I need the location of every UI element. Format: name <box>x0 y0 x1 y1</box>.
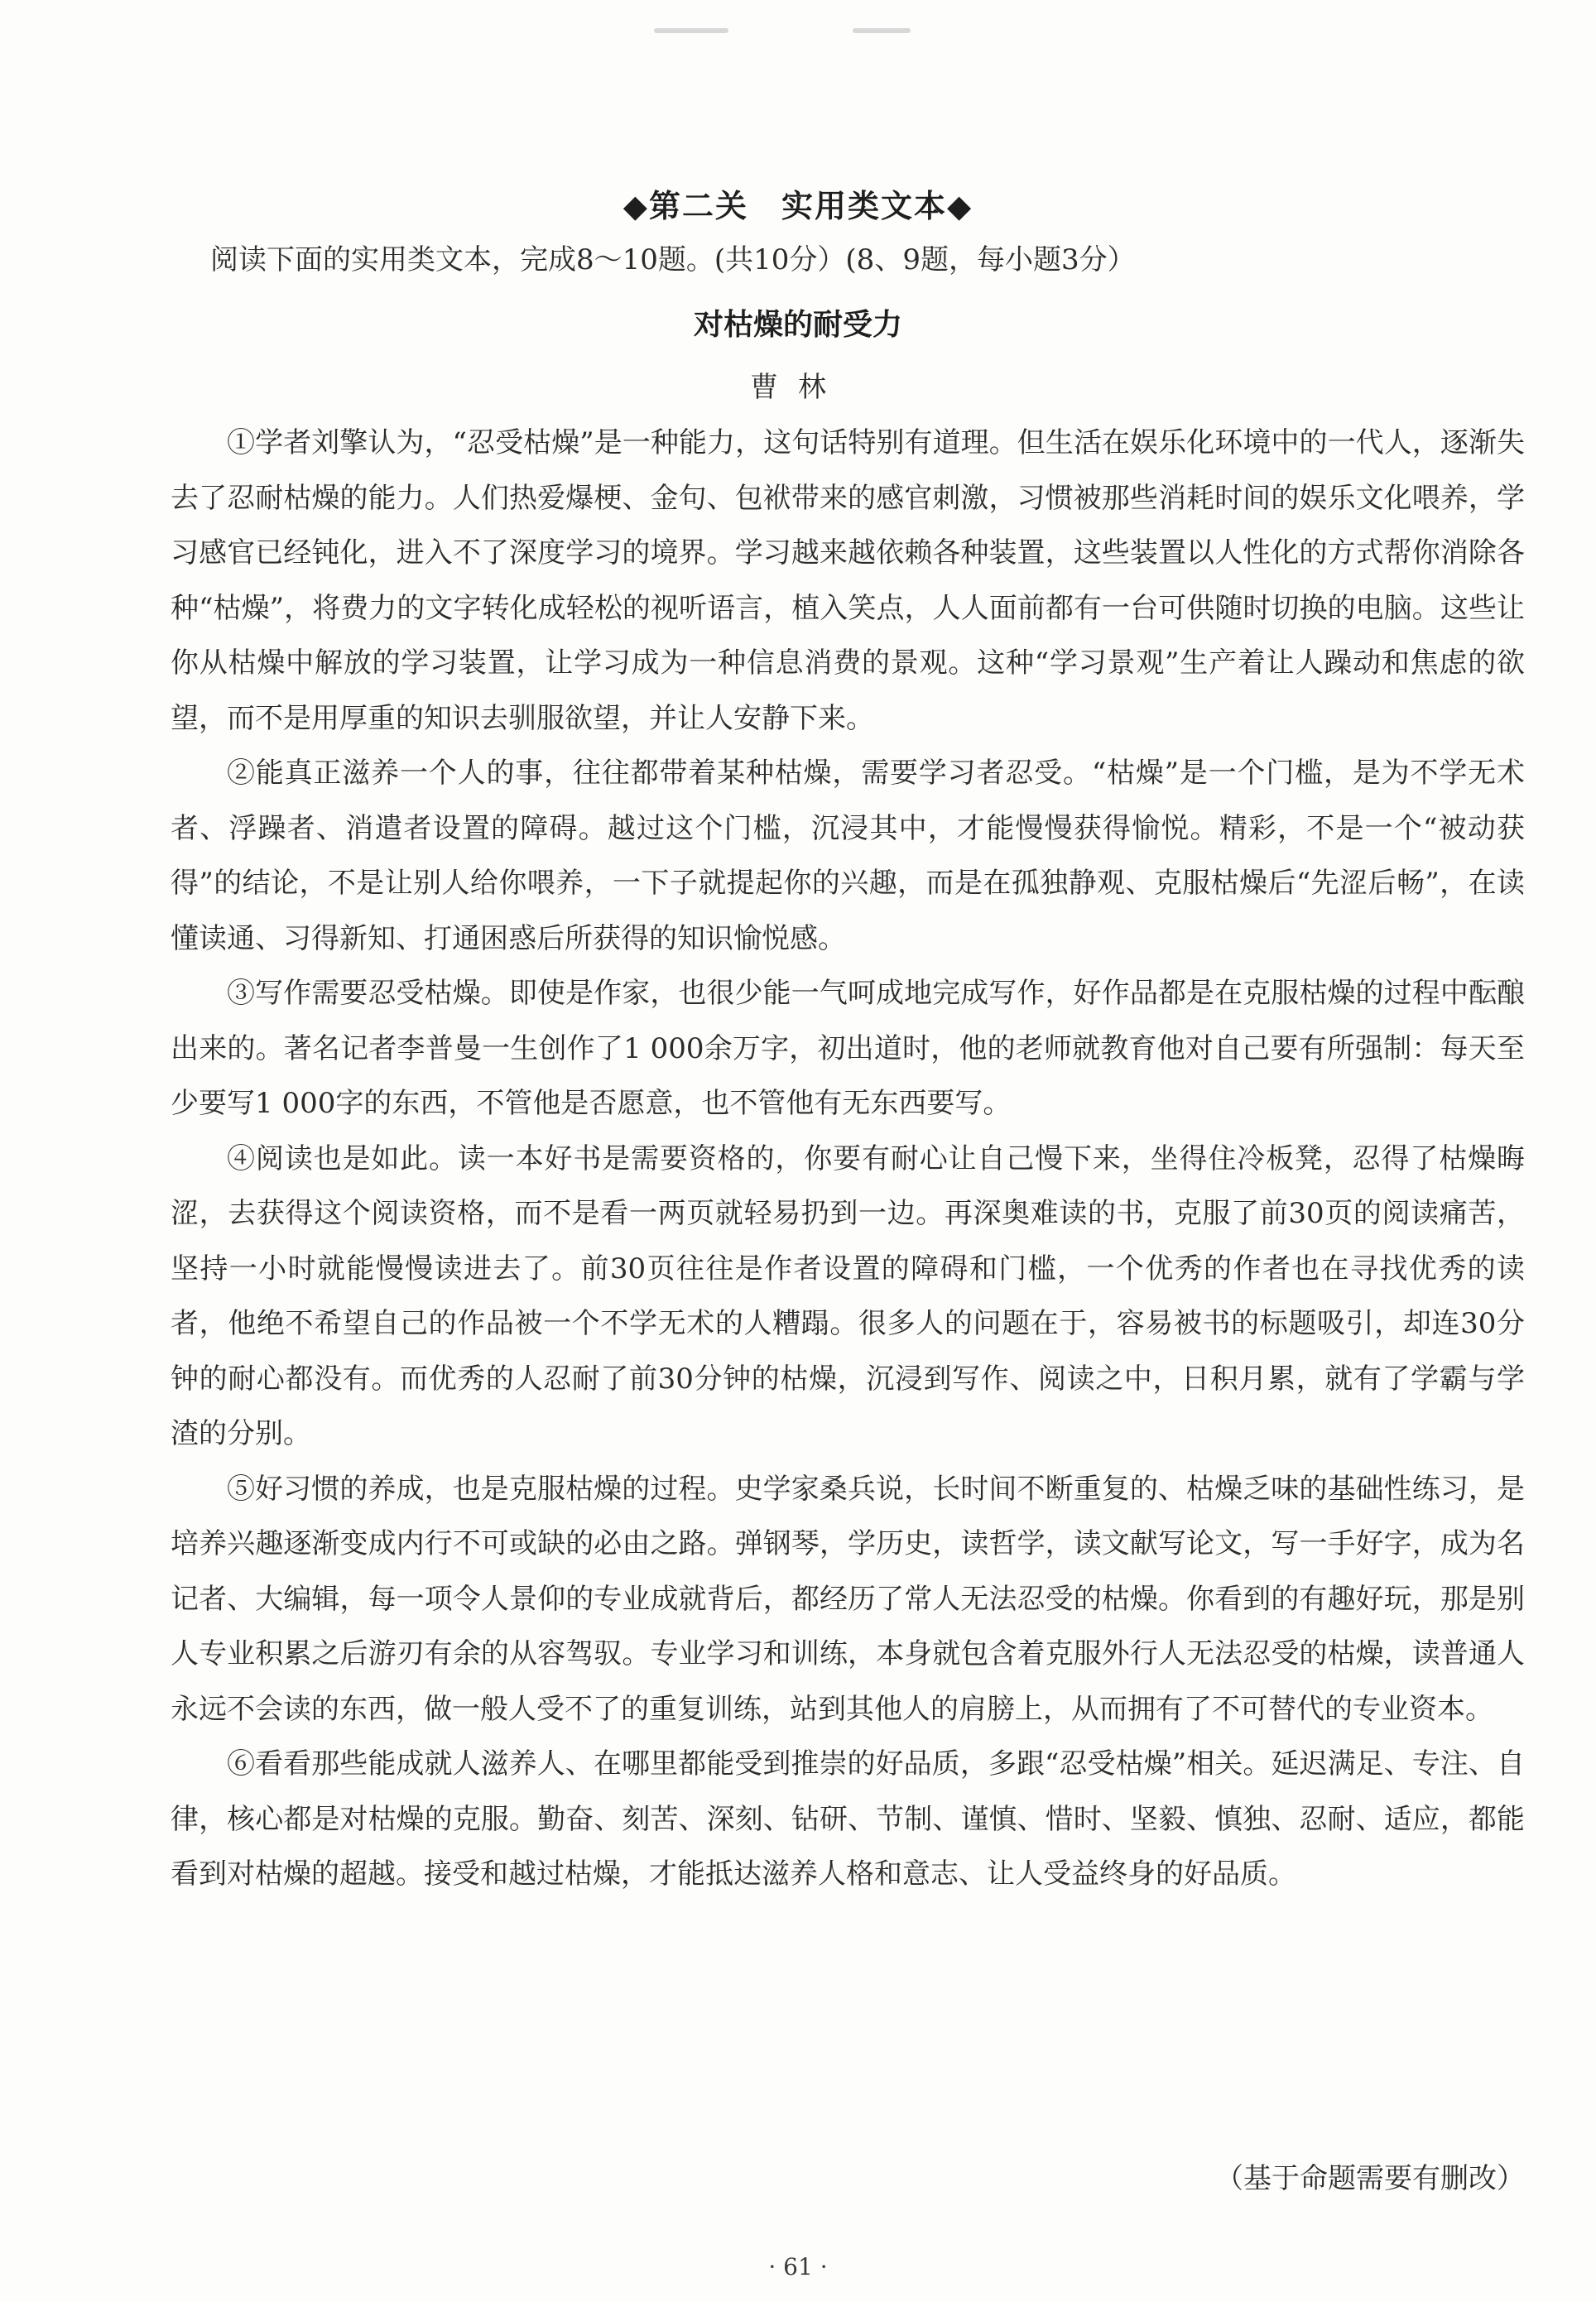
page-number: · 61 · <box>768 2253 828 2280</box>
paragraph-1: ①学者刘擎认为，“忍受枯燥”是一种能力，这句话特别有道理。但生活在娱乐化环境中的一代人，逐渐失去了忍耐枯燥的能力。人们热爱爆梗、金句、包袱带来的感官刺激，习惯被那些消耗时间的娱乐文化喂养，学习感官已经钝化，进入不了深度学习的境界。学习越来越依赖各种装置，这些装置以人性化的方式帮你消除各种“枯燥”，将费力的文字转化成轻松的视听语言，植入笑点，人人面前都有一台可供随时切换的电脑。这些让你从枯燥中解放的学习装置，让学习成为一种信息消费的景观。这种“学习景观”生产着让人躁动和焦虑的欲望，而不是用厚重的知识去驯服欲望，并让人安静下来。 <box>171 426 1525 735</box>
article-author: 曹林 <box>750 371 846 404</box>
scan-artifact <box>654 28 728 33</box>
scan-artifact <box>853 28 911 33</box>
question-instruction: 阅读下面的实用类文本，完成8～10题。(共10分）(8、9题，每小题3分） <box>210 243 1136 276</box>
article-title: 对枯燥的耐受力 <box>693 308 902 342</box>
article-body <box>171 416 1525 1902</box>
source-note: （基于命题需要有删改） <box>1215 2162 1525 2195</box>
paragraph-5: ⑤好习惯的养成，也是克服枯燥的过程。史学家桑兵说，长时间不断重复的、枯燥乏味的基础性练习，是培养兴趣逐渐变成内行不可或缺的必由之路。弹钢琴，学历史，读哲学，读文献写论文，写一手好字，成为名记者、大编辑，每一项令人景仰的专业成就背后，都经历了常人无法忍受的枯燥。你看到的有趣好玩，那是别人专业积累之后游刃有余的从容驾驭。专业学习和训练，本身就包含着克服外行人无法忍受的枯燥，读普通人永远不会读的东西，做一般人受不了的重复训练，站到其他人的肩膀上，从而拥有了不可替代的专业资本。 <box>171 1472 1525 1726</box>
paragraph-4: ④阅读也是如此。读一本好书是需要资格的，你要有耐心让自己慢下来，坐得住冷板凳，忍得了枯燥晦涩，去获得这个阅读资格，而不是看一两页就轻易扔到一边。再深奥难读的书，克服了前30页的阅读痛苦，坚持一小时就能慢慢读进去了。前30页往往是作者设置的障碍和门槛，一个优秀的作者也在寻找优秀的读者，他绝不希望自己的作品被一个不学无术的人糟蹋。很多人的问题在于，容易被书的标题吸引，却连30分钟的耐心都没有。而优秀的人忍耐了前30分钟的枯燥，沉浸到写作、阅读之中，日积月累，就有了学霸与学渣的分别。 <box>171 1141 1525 1450</box>
section-label: 第二关 <box>648 188 748 224</box>
section-name: 实用类文本 <box>781 188 948 224</box>
diamond-marker-right: ◆ <box>947 188 973 224</box>
diamond-marker-left: ◆ <box>623 188 649 224</box>
paragraph-3: ③写作需要忍受枯燥。即使是作家，也很少能一气呵成地完成写作，好作品都是在克服枯燥的过程中酝酿出来的。著名记者李普曼一生创作了1 000余万字，初出道时，他的老师就教育他对自己要有所强制：每天至少要写1 000字的东西，不管他是否愿意，也不管他有无东西要写。 <box>171 977 1525 1120</box>
paragraph-6: ⑥看看那些能成就人滋养人、在哪里都能受到推崇的好品质，多跟“忍受枯燥”相关。延迟满足、专注、自律，核心都是对枯燥的克服。勤奋、刻苦、深刻、钻研、节制、谨慎、惜时、坚毅、慎独、忍耐、适应，都能看到对枯燥的超越。接受和越过枯燥，才能抵达滋养人格和意志、让人受益终身的好品质。 <box>171 1747 1525 1891</box>
section-heading <box>0 180 1596 226</box>
paragraph-2: ②能真正滋养一个人的事，往往都带着某种枯燥，需要学习者忍受。“枯燥”是一个门槛，是为不学无术者、浮躁者、消遣者设置的障碍。越过这个门槛，沉浸其中，才能慢慢获得愉悦。精彩，不是一个“被动获得”的结论，不是让别人给你喂养，一下子就提起你的兴趣，而是在孤独静观、克服枯燥后“先涩后畅”，在读懂读通、习得新知、打通困惑后所获得的知识愉悦感。 <box>171 757 1525 955</box>
